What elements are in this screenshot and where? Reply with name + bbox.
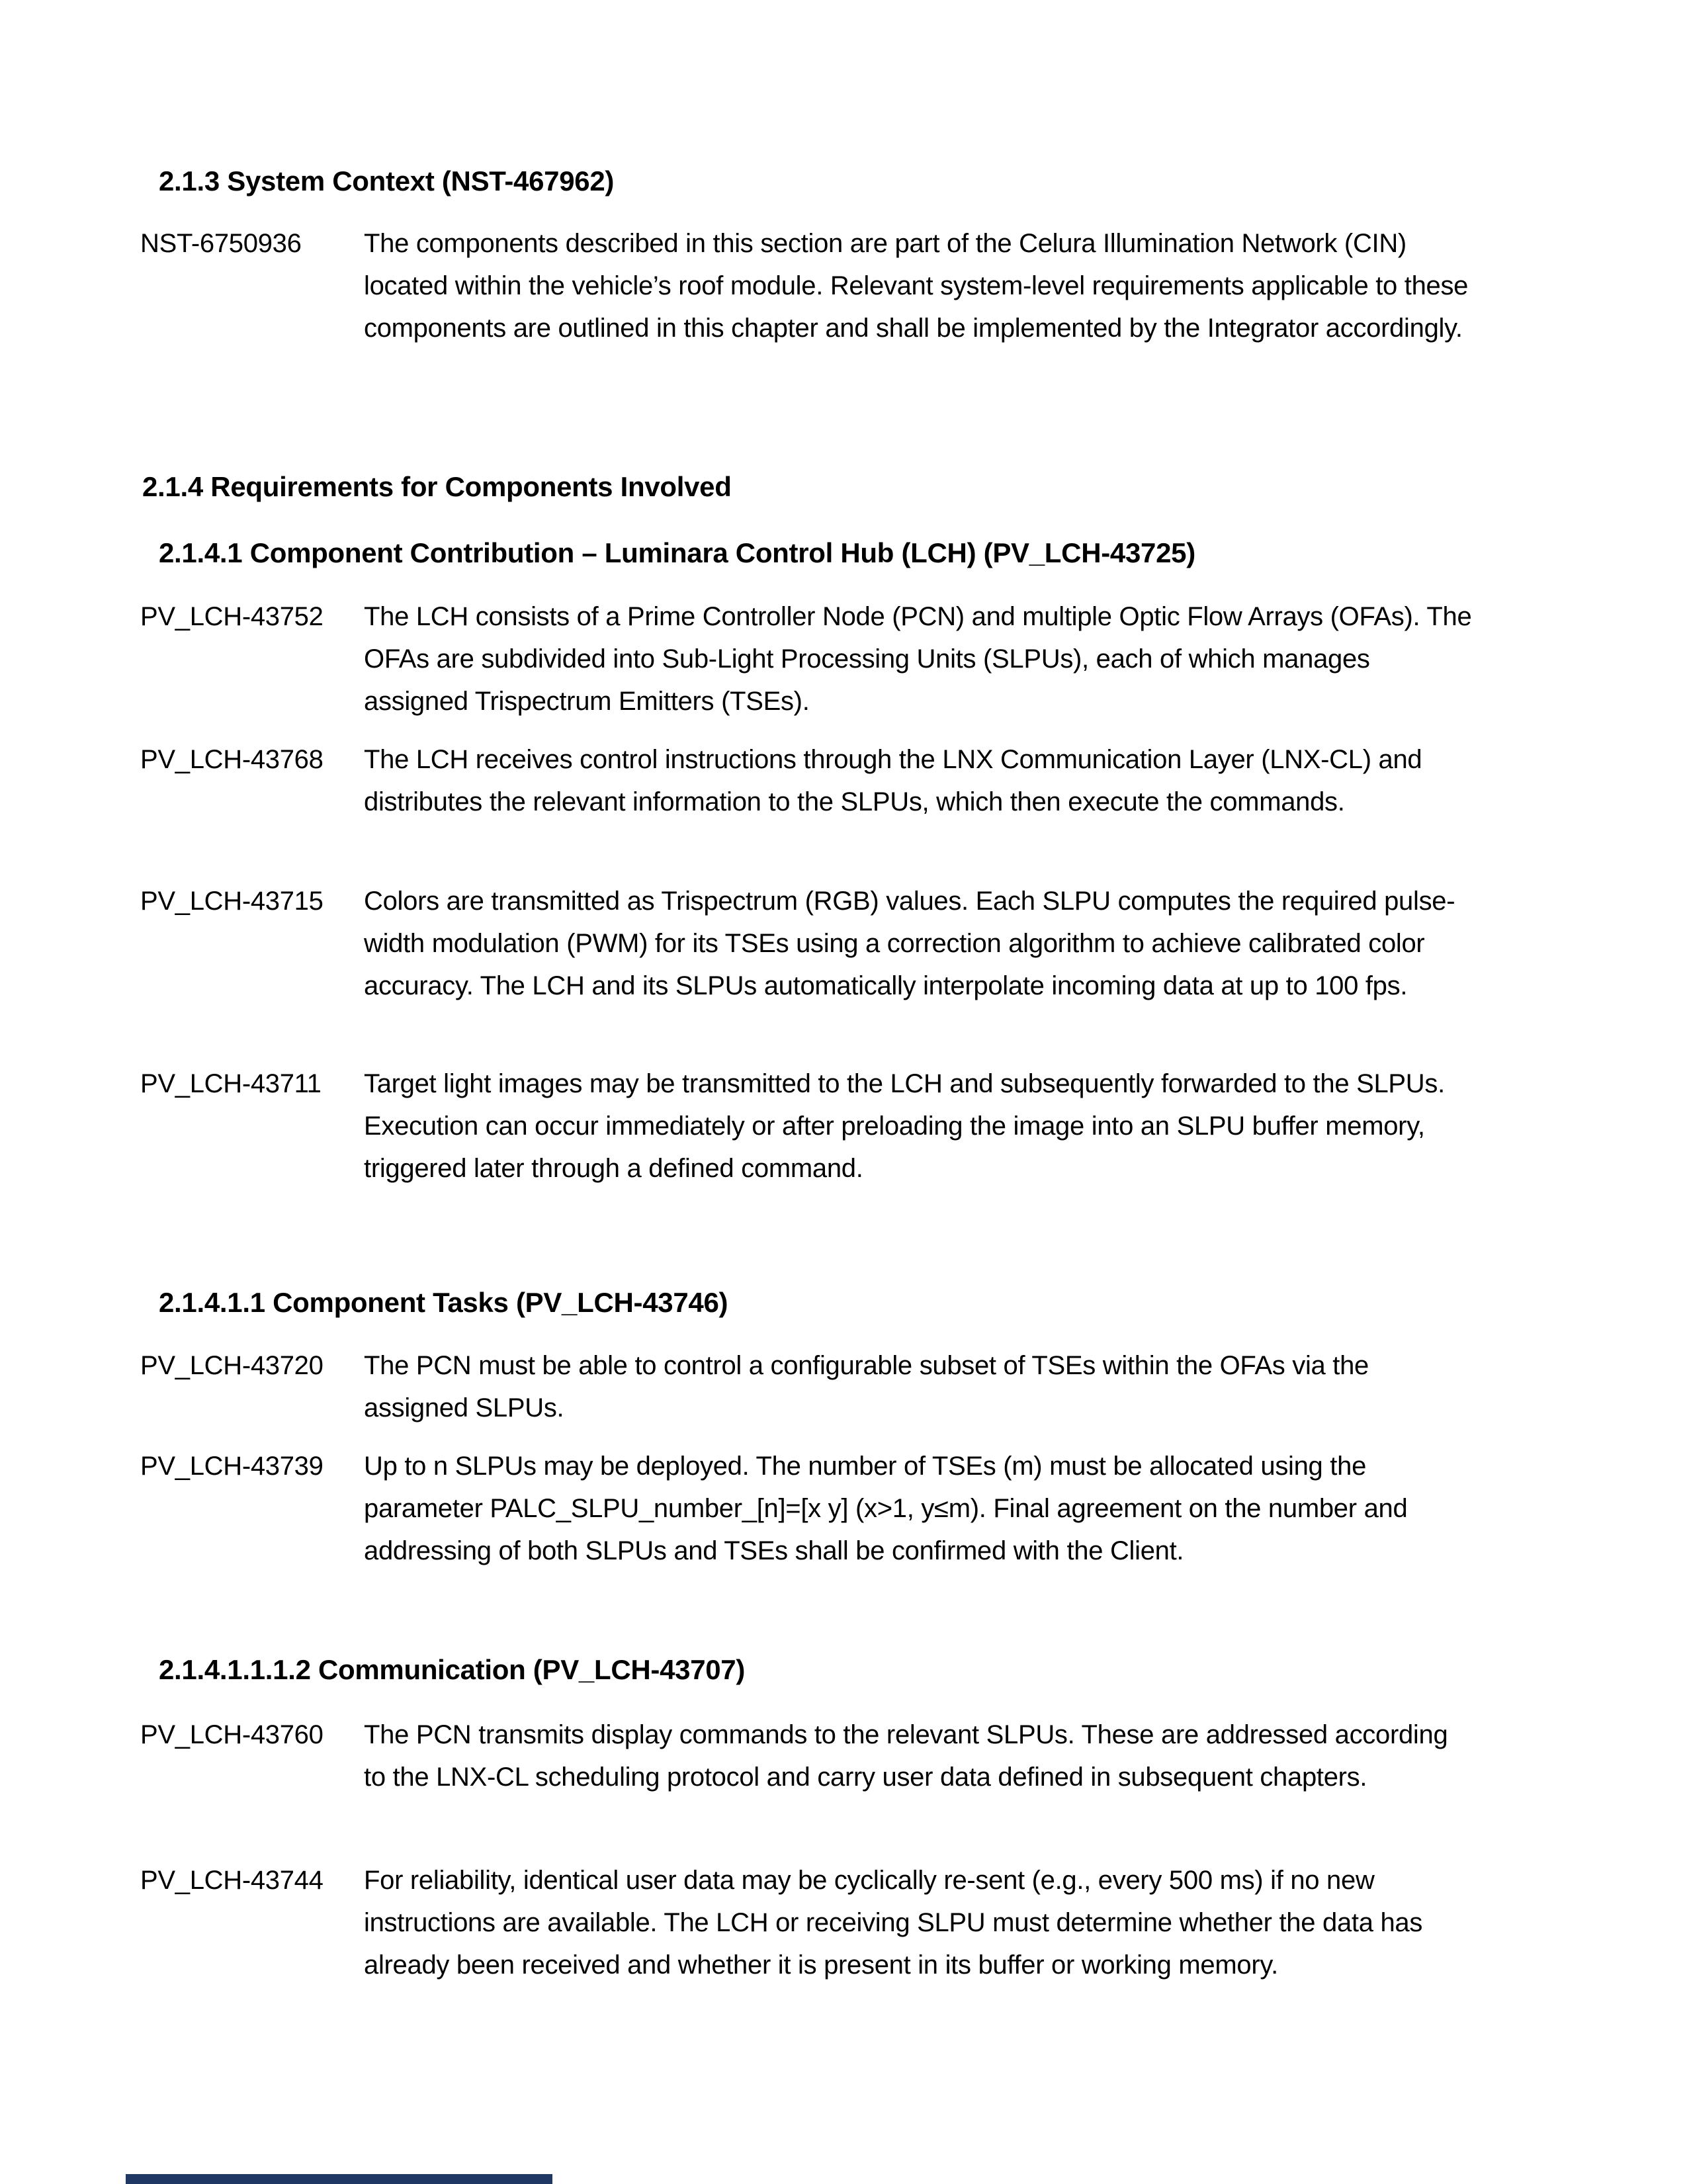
requirement-text: The PCN transmits display commands to the relevant SLPUs. These are addressed according to the LNX-CL scheduling protocol and carry user data defined in subsequent chapters. <box>364 1720 1448 1792</box>
requirement-id: PV_LCH-43739 <box>140 1452 324 1481</box>
requirement-id: PV_LCH-43711 <box>140 1069 322 1098</box>
requirement-text: For reliability, identical user data may be cyclically re-sent (e.g., every 500 ms) if no new instructions are available. The LCH or receiving SLPU must determine whether the data has already been received and whether it is present in its buffer or working memory. <box>364 1866 1423 1980</box>
requirement-id: PV_LCH-43715 <box>140 887 324 916</box>
requirement-id: PV_LCH-43768 <box>140 745 324 774</box>
requirement-text: The components described in this section are part of the Celura Illumination Network (CIN) located within the vehicle’s roof module. Relevant system-level requirements applicable to these components are outlined in this chapter and shall be implemented by the Integrator accordingly. <box>364 229 1469 343</box>
requirement-text: The LCH consists of a Prime Controller Node (PCN) and multiple Optic Flow Arrays (OFAs). The OFAs are subdivided into Sub-Light Processing Units (SLPUs), each of which manages assigned Trispectrum Emitters (TSEs). <box>364 602 1472 716</box>
next-page-table-sliver <box>126 2174 552 2184</box>
requirement-text: The LCH receives control instructions through the LNX Communication Layer (LNX-CL) and distributes the relevant information to the SLPUs, which then execute the commands. <box>364 745 1422 816</box>
requirement-id: NST-6750936 <box>140 229 302 258</box>
requirement-text: Colors are transmitted as Trispectrum (RGB) values. Each SLPU computes the required pulse-width modulation (PWM) for its TSEs using a correction algorithm to achieve calibrated color accuracy. The LCH and its SLPUs automatically interpolate incoming data at up to 100 fps. <box>364 887 1455 1000</box>
requirement-text: Up to n SLPUs may be deployed. The number of TSEs (m) must be allocated using the parameter PALC_SLPU_number_[n]=[x y] (x>1, y≤m). Final agreement on the number and addressing of both SLPUs and TSEs shall be confirmed with the Client. <box>364 1452 1408 1565</box>
requirement-text: The PCN must be able to control a configurable subset of TSEs within the OFAs via the assigned SLPUs. <box>364 1351 1369 1422</box>
requirement-text: Target light images may be transmitted to the LCH and subsequently forwarded to the SLPUs. Execution can occur immediately or after preloading the image into an SLPU buffer memory, triggered later through a defined command. <box>364 1069 1445 1183</box>
requirement-id: PV_LCH-43744 <box>140 1866 324 1895</box>
requirement-id: PV_LCH-43760 <box>140 1720 324 1749</box>
requirement-id: PV_LCH-43752 <box>140 602 324 631</box>
heading-component-tasks: 2.1.4.1.1 Component Tasks (PV_LCH-43746) <box>159 1287 728 1318</box>
requirement-id: PV_LCH-43720 <box>140 1351 324 1380</box>
heading-component-contribution: 2.1.4.1 Component Contribution – Luminara Control Hub (LCH) (PV_LCH-43725) <box>159 537 1195 568</box>
heading-requirements-components: 2.1.4 Requirements for Components Involved <box>142 471 732 502</box>
heading-communication: 2.1.4.1.1.1.2 Communication (PV_LCH-43707) <box>159 1654 746 1685</box>
heading-system-context: 2.1.3 System Context (NST-467962) <box>159 165 615 197</box>
